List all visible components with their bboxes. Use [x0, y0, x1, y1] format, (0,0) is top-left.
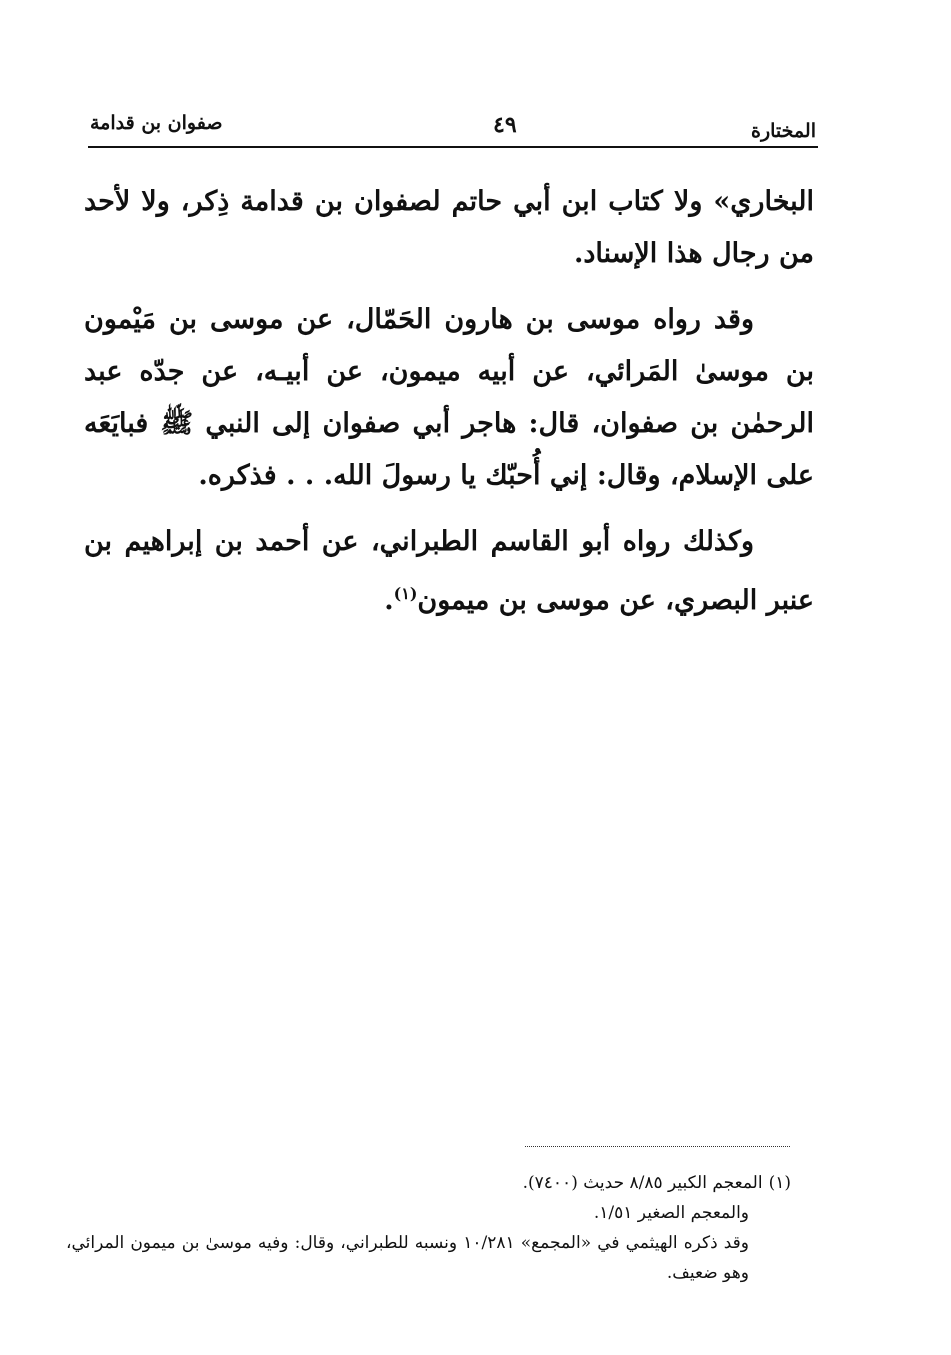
footnote-separator: [525, 1146, 790, 1147]
paragraph-3-end: .: [384, 585, 394, 616]
running-header: [88, 110, 818, 148]
paragraph-1: البخاري» ولا كتاب ابن أبي حاتم لصفوان بن قدامة ذِكر، ولا لأحد من رجال هذا الإسناد.: [84, 186, 814, 269]
paragraph-2: وقد رواه موسى بن هارون الحَمّال، عن موسى بن مَيْمون بن موسىٰ المَرائي، عن أبيه ميمون، عن أبيـه، عن جدّه عبد الرحمٰن بن صفوان، قال: هاجر أبي صفوان إلى النبي ﷺ فبايَعَه على الإسلام، وقال: إني أُحبّك يا رسولَ الله. . . فذكره.: [84, 304, 814, 491]
footnote-line-1: [66, 1168, 791, 1198]
footnotes: [66, 1168, 791, 1288]
page-number: ٤٩: [493, 112, 517, 138]
footnote-reference[interactable]: (١): [393, 584, 418, 603]
footnote-number: (١): [768, 1173, 791, 1193]
footnote-text-1: المعجم الكبير ٨/٨٥ حديث (٧٤٠٠).: [522, 1173, 763, 1193]
book-title: المختارة: [751, 120, 816, 142]
section-title: صفوان بن قدامة: [90, 112, 223, 134]
paragraph-3: [84, 516, 814, 627]
footnote-line-2: والمعجم الصغير ١/٥١.: [593, 1203, 749, 1223]
footnote-line-3: وقد ذكره الهيثمي في «المجمع» ١٠/٢٨١ ونسبه للطبراني، وقال: وفيه موسىٰ بن ميمون المرائي، وهو ضعيف.: [66, 1233, 750, 1283]
main-text: [84, 176, 814, 641]
paragraph-3-text: وكذلك رواه أبو القاسم الطبراني، عن أحمد بن إبراهيم بن عنبر البصري، عن موسى بن ميمون: [84, 526, 814, 616]
